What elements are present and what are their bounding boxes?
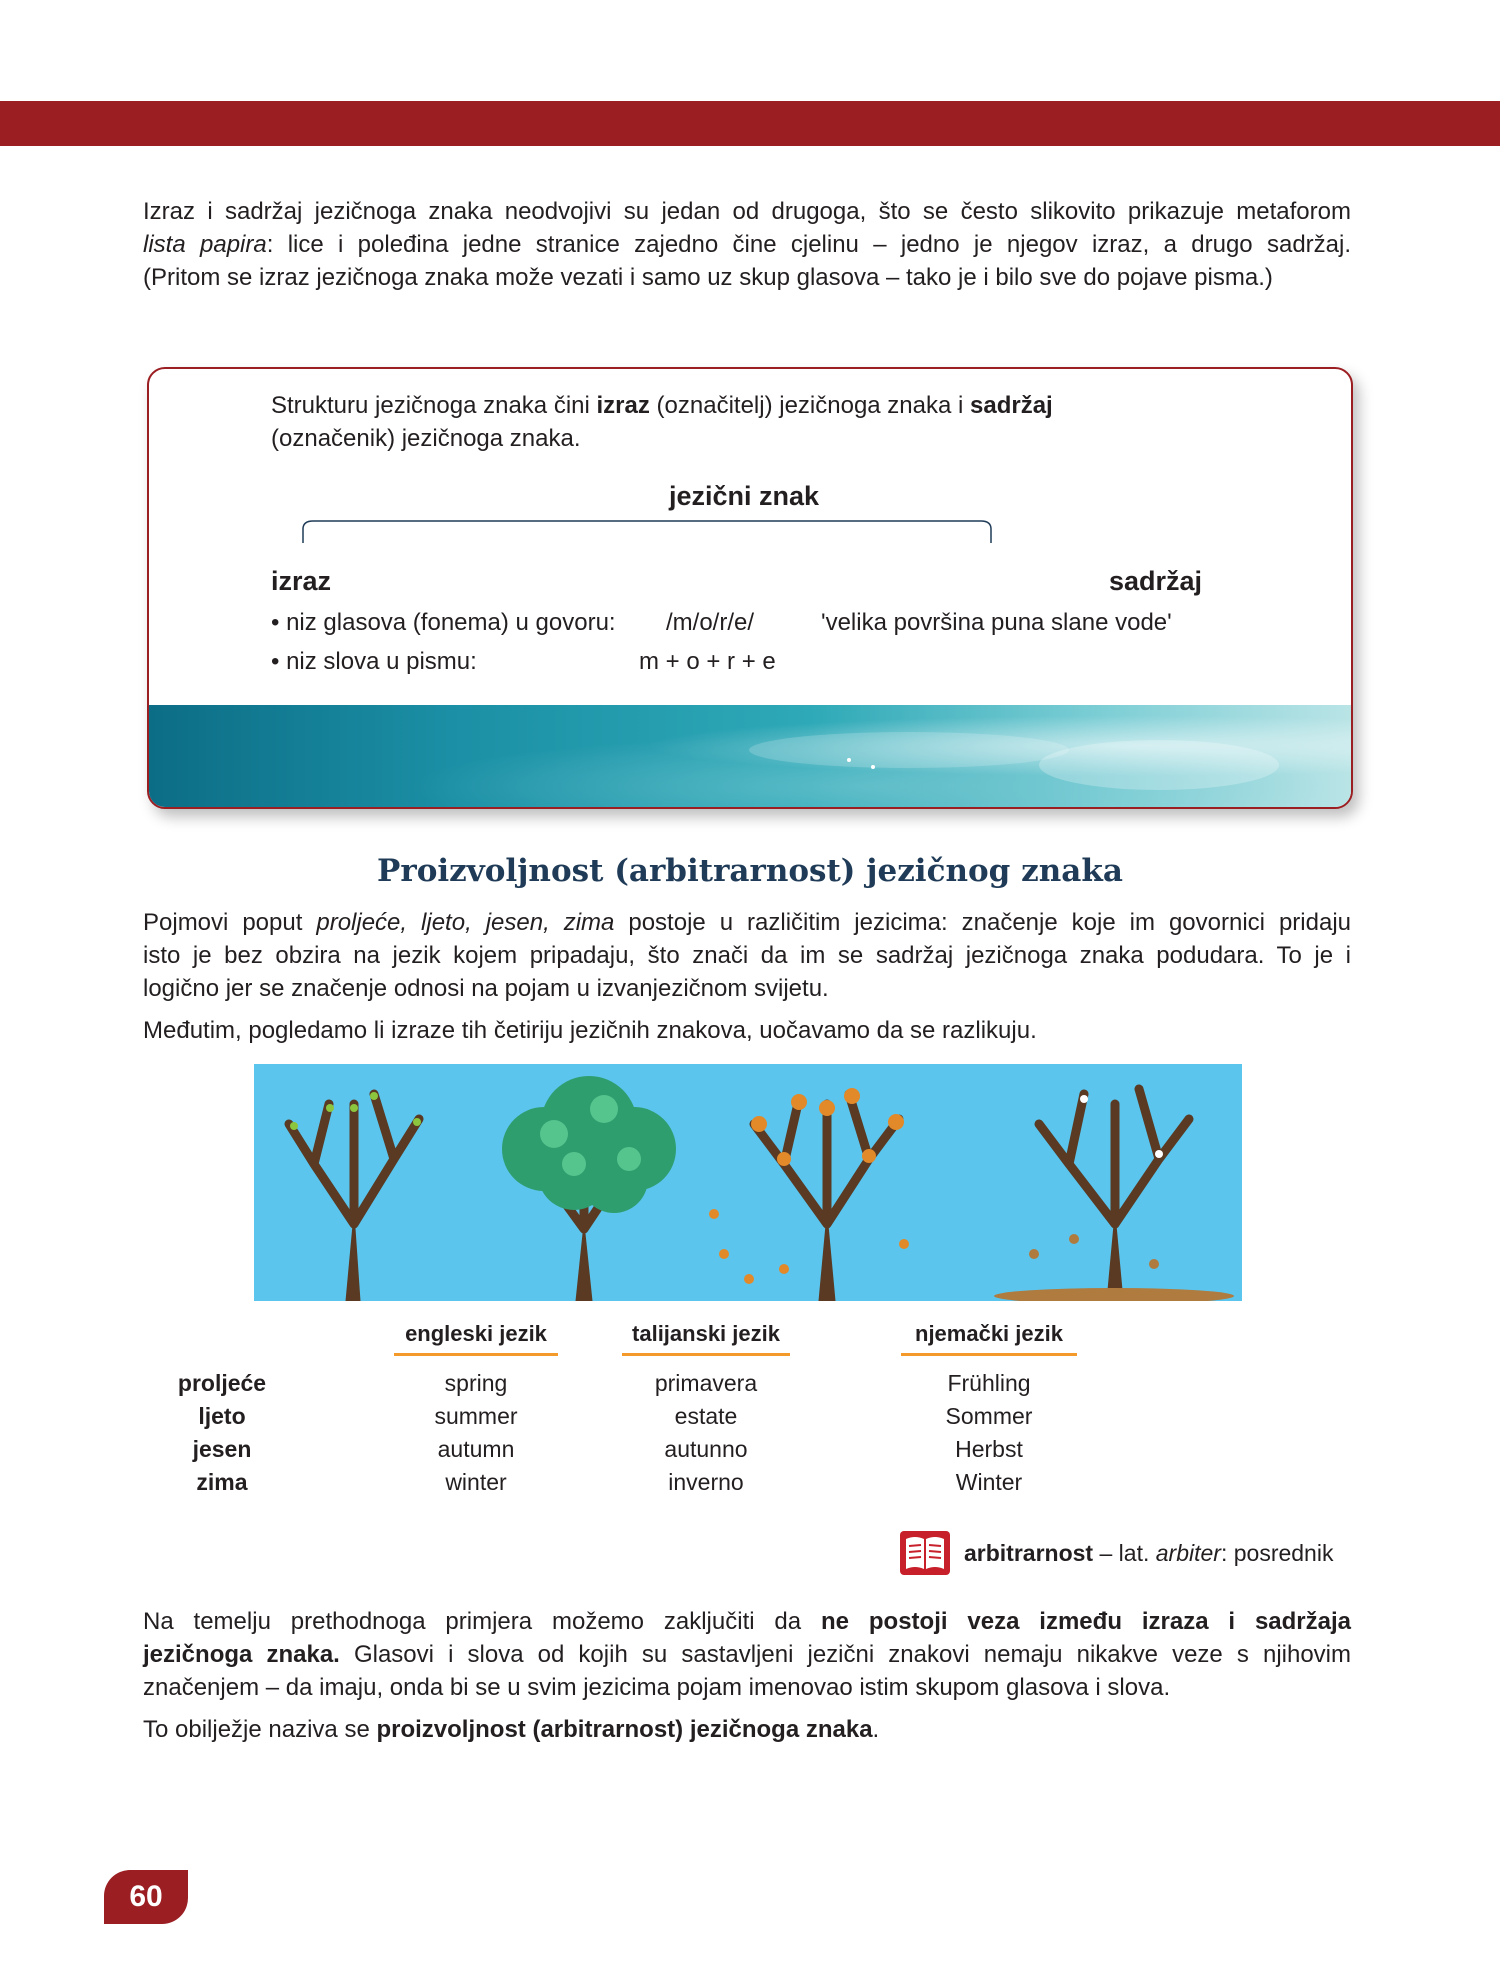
cell-en-summer: summer	[434, 1403, 518, 1429]
cell-de-winter: Winter	[955, 1469, 1023, 1495]
section-title: Proizvoljnost (arbitrarnost) jezičnog znaka	[377, 853, 1123, 889]
definition-line-1: Strukturu jezičnoga znaka čini izraz (označitelj) jezičnoga znaka i sadržaj	[271, 392, 1053, 419]
header-bar	[0, 101, 1500, 146]
diagram-title: jezični znak	[669, 481, 820, 511]
row1-value: /m/o/r/e/	[666, 609, 755, 636]
header-english: engleski jezik	[394, 1321, 558, 1356]
four-seasons-trees-image	[254, 1064, 1242, 1301]
label-sadrzaj: sadržaj	[1109, 566, 1203, 596]
definition-line-2: (označenik) jezičnoga znaka.	[271, 425, 581, 452]
conclusion-line-4: To obilježje naziva se proizvoljnost (arbitrarnost) jezičnoga znaka.	[143, 1716, 880, 1743]
section-p1-line-2: isto je bez obzira na jezik kojem pripadaju, što znači da im se sadržaj jezičnoga znaka podudara. To je i	[143, 942, 1351, 969]
row1-meaning: 'velika površina puna slane vode'	[821, 609, 1172, 636]
row-label-ljeto: ljeto	[198, 1403, 246, 1429]
italic-term: lista papira	[143, 231, 267, 258]
row1-label: • niz glasova (fonema) u govoru:	[271, 609, 616, 636]
conclusion-line-1: Na temelju prethodnoga primjera možemo zaključiti da ne postoji veza između izraza i sadržaja	[143, 1608, 1352, 1635]
label-izraz: izraz	[271, 566, 332, 596]
row-label-zima: zima	[196, 1469, 248, 1495]
cell-it-primavera: primavera	[654, 1370, 758, 1396]
cell-en-autumn: autumn	[437, 1436, 515, 1462]
intro-line-3: (Pritom se izraz jezičnoga znaka može vezati i samo uz skup glasova – tako je i bilo sve do pojave pisma.)	[143, 264, 1273, 291]
cell-en-winter: winter	[445, 1469, 507, 1495]
section-p1-line-1: Pojmovi poput proljeće, ljeto, jesen, zima postoje u različitim jezicima: značenje koje im govornici pridaju	[143, 909, 1351, 936]
header-german: njemački jezik	[901, 1321, 1077, 1356]
cell-de-sommer: Sommer	[945, 1403, 1033, 1429]
book-icon	[898, 1529, 952, 1577]
glossary-note	[898, 1528, 1333, 1578]
row-label-proljece: proljeće	[177, 1370, 267, 1396]
water-image	[149, 705, 1351, 807]
section-p2: Međutim, pogledamo li izraze tih četiriju jezičnih znakova, uočavamo da se razlikuju.	[143, 1017, 1037, 1044]
glossary-text: arbitrarnost – lat. arbiter: posrednik	[964, 1539, 1334, 1566]
diagram-brace	[301, 519, 993, 545]
conclusion-line-2: jezičnoga znaka. Glasovi i slova od kojih su sastavljeni jezični znakovi nemaju nikakve veze s njihovim	[143, 1641, 1352, 1668]
row2-label: • niz slova u pismu:	[271, 648, 477, 675]
section-p1-line-3: logično jer se značenje odnosi na pojam u izvanjezičnom svijetu.	[143, 975, 829, 1002]
conclusion-line-3: značenjem – da imaju, onda bi se u svim jezicima pojam imenovao istim skupom glasova i slova.	[143, 1674, 1171, 1701]
row-label-jesen: jesen	[192, 1436, 252, 1462]
definition-box	[147, 367, 1353, 809]
cell-de-herbst: Herbst	[955, 1436, 1023, 1462]
cell-de-fruhling: Frühling	[947, 1370, 1031, 1396]
cell-en-spring: spring	[444, 1370, 508, 1396]
header-italian: talijanski jezik	[622, 1321, 790, 1356]
cell-it-estate: estate	[674, 1403, 738, 1429]
cell-it-inverno: inverno	[668, 1469, 744, 1495]
intro-line-2: lista papira: lice i poleđina jedne stranice zajedno čine cjelinu – jedno je njegov izraz, a drugo sadržaj.	[143, 231, 1352, 258]
page-number: 60	[104, 1870, 188, 1924]
intro-line-1: Izraz i sadržaj jezičnoga znaka neodvojivi su jedan od drugoga, što se često slikovito prikazuje metaforom	[143, 198, 1351, 225]
cell-it-autunno: autunno	[664, 1436, 748, 1462]
row2-value: m + o + r + e	[639, 648, 776, 675]
